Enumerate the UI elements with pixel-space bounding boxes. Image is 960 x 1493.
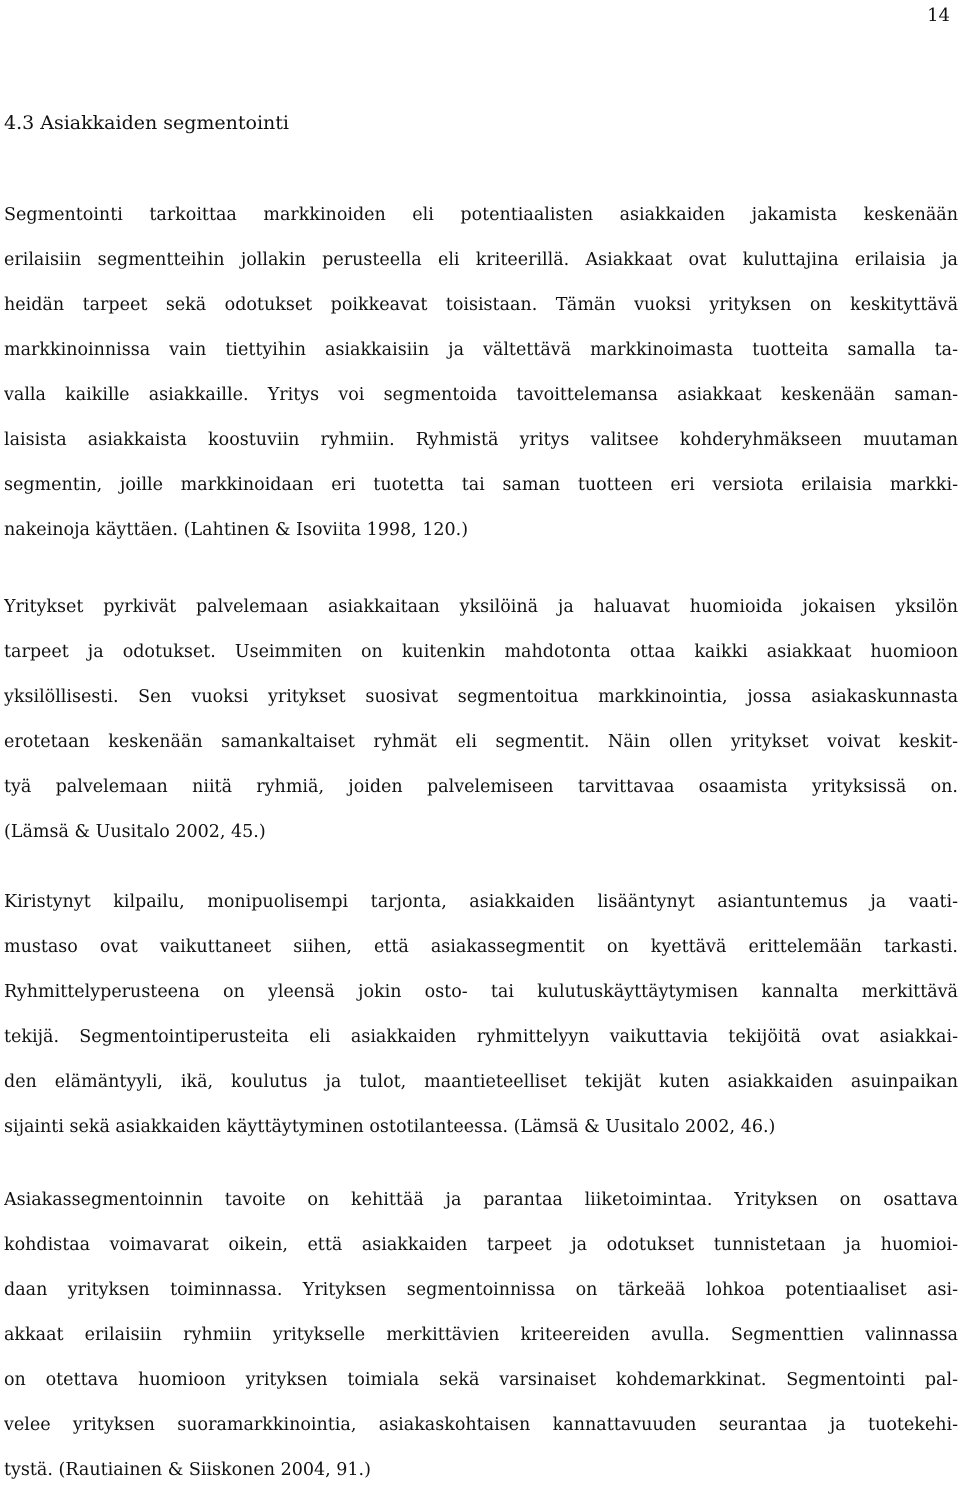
paragraph-line: on otettava huomioon yrityksen toimiala sekä varsinaiset kohdemarkkinat. Segmentointi pal- [4,1370,958,1390]
paragraph-line: velee yrityksen suoramarkkinointia, asiakaskohtaisen kannattavuuden seurantaa ja tuotekehi- [4,1415,958,1435]
paragraph-line: daan yrityksen toiminnassa. Yrityksen segmentoinnissa on tärkeää lohkoa potentiaaliset asi- [4,1280,958,1300]
paragraph-line: tarpeet ja odotukset. Useimmiten on kuitenkin mahdotonta ottaa kaikki asiakkaat huomioon [4,642,958,662]
paragraph-line: Kiristynyt kilpailu, monipuolisempi tarjonta, asiakkaiden lisääntynyt asiantuntemus ja vaati- [4,892,958,912]
paragraph-line: (Lämsä & Uusitalo 2002, 45.) [4,822,266,842]
paragraph-line: tystä. (Rautiainen & Siiskonen 2004, 91.) [4,1460,371,1480]
paragraph-line: segmentin, joille markkinoidaan eri tuotetta tai saman tuotteen eri versiota erilaisia markki- [4,475,958,495]
paragraph-line: Ryhmittelyperusteena on yleensä jokin osto- tai kulutuskäyttäytymisen kannalta merkittävä [4,982,958,1002]
paragraph-line: Yritykset pyrkivät palvelemaan asiakkaitaan yksilöinä ja haluavat huomioida jokaisen yksilön [4,597,958,617]
paragraph-line: yksilöllisesti. Sen vuoksi yritykset suosivat segmentoitua markkinointia, jossa asiakaskunnasta [4,687,958,707]
paragraph-line: den elämäntyyli, ikä, koulutus ja tulot, maantieteelliset tekijät kuten asiakkaiden asuinpaikan [4,1072,958,1092]
paragraph-line: sijainti sekä asiakkaiden käyttäytyminen ostotilanteessa. (Lämsä & Uusitalo 2002, 46.) [4,1117,776,1137]
paragraph-segmentation-definition [4,193,958,553]
paragraph-line: tyä palvelemaan niitä ryhmiä, joiden palvelemiseen tarvittavaa osaamista yrityksissä on. [4,777,958,797]
paragraph-line: tekijä. Segmentointiperusteita eli asiakkaiden ryhmittelyyn vaikuttavia tekijöitä ovat asiakkai- [4,1027,958,1047]
paragraph-line: akkaat erilaisiin ryhmiin yritykselle merkittävien kriteereiden avulla. Segmenttien valinnassa [4,1325,958,1345]
paragraph-line: kohdistaa voimavarat oikein, että asiakkaiden tarpeet ja odotukset tunnistetaan ja huomioi- [4,1235,958,1255]
paragraph-line: mustaso ovat vaikuttaneet siihen, että asiakassegmentit on kyettävä erittelemään tarkasti. [4,937,958,957]
paragraph-line: nakeinoja käyttäen. (Lahtinen & Isoviita 1998, 120.) [4,520,469,540]
section-heading: 4.3 Asiakkaiden segmentointi [4,112,289,134]
paragraph-individual-customers [4,585,958,855]
paragraph-segmentation-goal [4,1178,958,1493]
paragraph-line: Segmentointi tarkoittaa markkinoiden eli potentiaalisten asiakkaiden jakamista keskenään [4,205,958,225]
paragraph-line: heidän tarpeet sekä odotukset poikkeavat toisistaan. Tämän vuoksi yrityksen on keskityttävä [4,295,958,315]
paragraph-segmentation-criteria [4,880,958,1150]
paragraph-line: erilaisiin segmentteihin jollakin perusteella eli kriteerillä. Asiakkaat ovat kuluttajina erilaisia ja [4,250,958,270]
paragraph-line: markkinoinnissa vain tiettyihin asiakkaisiin ja vältettävä markkinoimasta tuotteita samalla ta- [4,340,958,360]
paragraph-line: erotetaan keskenään samankaltaiset ryhmät eli segmentit. Näin ollen yritykset voivat keskit- [4,732,958,752]
paragraph-line: valla kaikille asiakkaille. Yritys voi segmentoida tavoittelemansa asiakkaat keskenään saman- [4,385,958,405]
page-number: 14 [927,5,950,26]
paragraph-line: laisista asiakkaista koostuviin ryhmiin. Ryhmistä yritys valitsee kohderyhmäkseen muutaman [4,430,958,450]
paragraph-line: Asiakassegmentoinnin tavoite on kehittää ja parantaa liiketoimintaa. Yrityksen on osattava [4,1190,958,1210]
